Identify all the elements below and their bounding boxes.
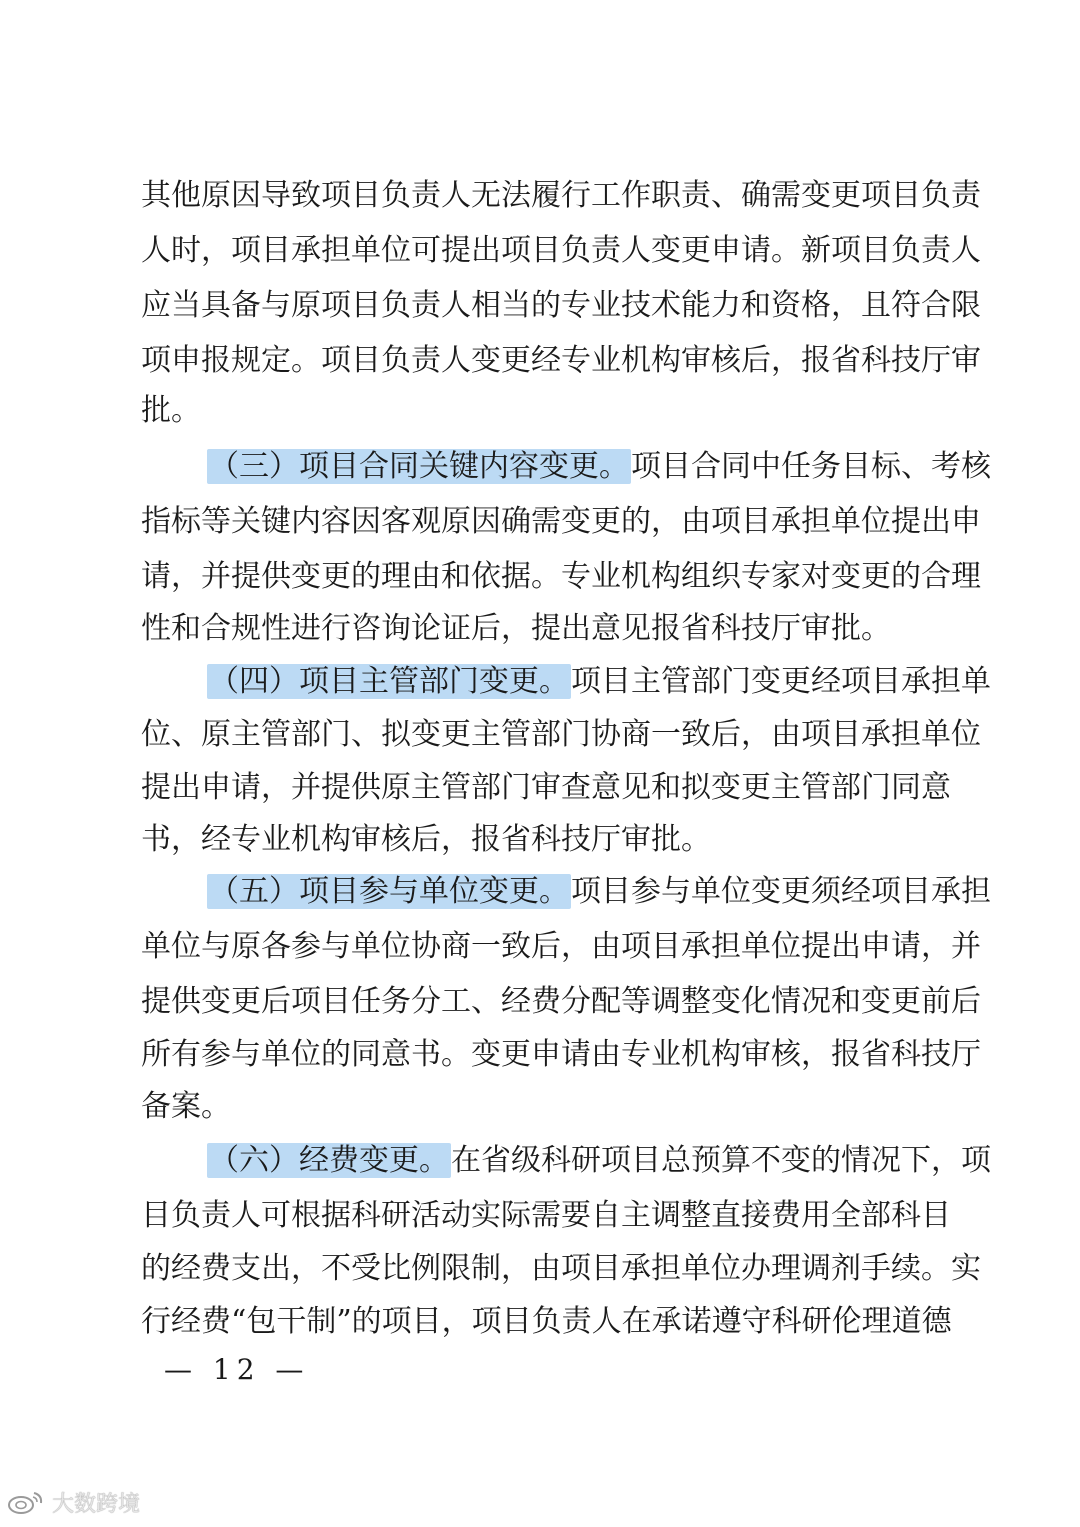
section-text: 项目主管部门变更经项目承担单 <box>571 664 991 699</box>
text-line: 书，经专业机构审核后，报省科技厅审批。 <box>141 822 711 857</box>
section-heading: （四）项目主管部门变更。 <box>209 664 569 699</box>
text-line: 批。 <box>141 393 201 428</box>
weibo-logo-icon <box>6 1489 46 1515</box>
text-line: 提出申请，并提供原主管部门审查意见和拟变更主管部门同意 <box>141 770 951 805</box>
section-text: 项目合同中任务目标、考核 <box>631 449 991 484</box>
section-text: 在省级科研项目总预算不变的情况下，项 <box>451 1143 991 1178</box>
text-line: 的经费支出，不受比例限制，由项目承担单位办理调剂手续。实 <box>141 1251 981 1286</box>
text-line: 目负责人可根据科研活动实际需要自主调整直接费用全部科目 <box>141 1198 951 1233</box>
text-line: 项申报规定。项目负责人变更经专业机构审核后，报省科技厅审 <box>141 343 981 378</box>
text-line: 备案。 <box>141 1089 231 1124</box>
section-first-line <box>207 662 991 702</box>
text-line: 所有参与单位的同意书。变更申请由专业机构审核，报省科技厅 <box>141 1037 981 1072</box>
text-line: 行经费“包干制”的项目，项目负责人在承诺遵守科研伦理道德 <box>141 1304 952 1339</box>
text-line: 人时，项目承担单位可提出项目负责人变更申请。新项目负责人 <box>141 233 981 268</box>
text-line: 指标等关键内容因客观原因确需变更的，由项目承担单位提出申 <box>141 504 981 539</box>
section-text: 项目参与单位变更须经项目承担 <box>571 874 991 909</box>
section-first-line <box>207 872 991 912</box>
section-first-line <box>207 447 991 487</box>
text-line: 单位与原各参与单位协商一致后，由项目承担单位提出申请，并 <box>141 929 981 964</box>
section-first-line <box>207 1141 991 1181</box>
watermark <box>6 1487 140 1517</box>
section-heading: （五）项目参与单位变更。 <box>209 874 569 909</box>
watermark-text: 大数跨境 <box>52 1491 141 1517</box>
text-line: 位、原主管部门、拟变更主管部门协商一致后，由项目承担单位 <box>141 717 981 752</box>
page-number: — 12 — <box>164 1353 310 1386</box>
text-line: 请，并提供变更的理由和依据。专业机构组织专家对变更的合理 <box>141 559 981 594</box>
text-line: 应当具备与原项目负责人相当的专业技术能力和资格，且符合限 <box>141 288 981 323</box>
text-line: 提供变更后项目任务分工、经费分配等调整变化情况和变更前后 <box>141 984 981 1019</box>
section-heading: （三）项目合同关键内容变更。 <box>209 449 629 484</box>
text-line: 性和合规性进行咨询论证后，提出意见报省科技厅审批。 <box>141 611 891 646</box>
section-heading: （六）经费变更。 <box>209 1143 449 1178</box>
text-line: 其他原因导致项目负责人无法履行工作职责、确需变更项目负责 <box>141 178 981 213</box>
